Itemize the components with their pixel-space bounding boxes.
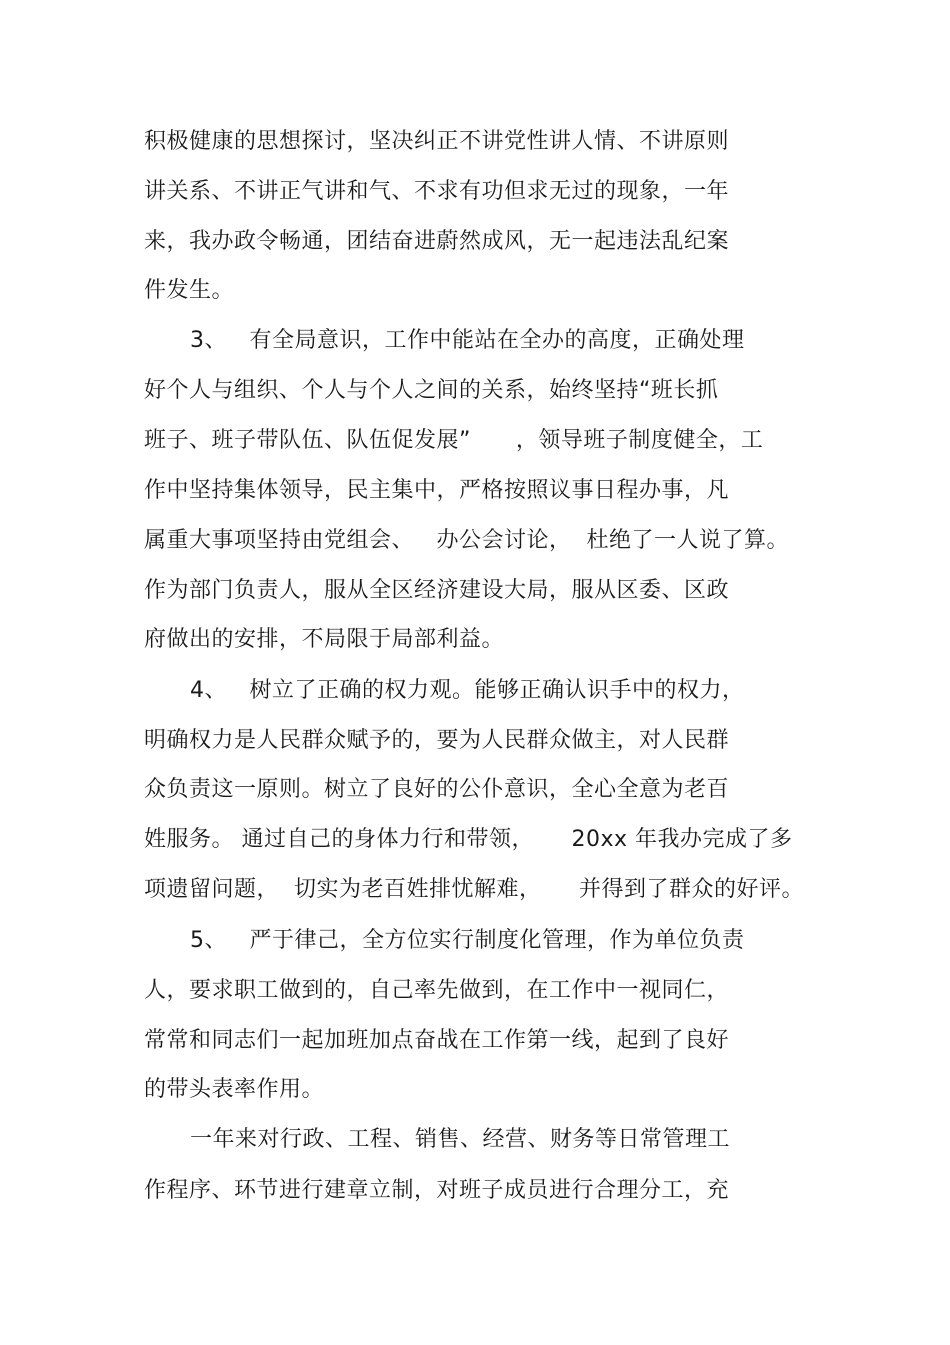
text-line: 积极健康的思想探讨，坚决纠正不讲党性讲人情、不讲原则 — [144, 129, 730, 154]
text-line: 的带头表率作用。 — [144, 1077, 325, 1102]
paragraph-item-4: 4、 树立了正确的权力观。能够正确认识手中的权力， — [190, 678, 745, 703]
text-line: 讲关系、不讲正气讲和气、不求有功但求无过的现象，一年 — [144, 179, 730, 204]
text-line: 属重大事项坚持由党组会、 办公会讨论， 杜绝了一人说了算。 — [144, 528, 789, 553]
text-line: 项遗留问题， 切实为老百姓排忧解难， 并得到了群众的好评。 — [144, 877, 804, 902]
text-line: 作中坚持集体领导，民主集中，严格按照议事日程办事，凡 — [144, 478, 730, 503]
text-line: 姓服务。 通过自己的身体力行和带领， 20xx 年我办完成了多 — [144, 827, 793, 852]
text-line: 人，要求职工做到的，自己率先做到，在工作中一视同仁， — [144, 978, 730, 1003]
paragraph-item-5: 5、 严于律己，全方位实行制度化管理，作为单位负责 — [190, 928, 745, 953]
text-line: 班子、班子带队伍、队伍促发展” ，领导班子制度健全，工 — [144, 428, 764, 453]
paragraph-start: 一年来对行政、工程、销售、经营、财务等日常管理工 — [190, 1127, 731, 1152]
text-line: 众负责这一原则。树立了良好的公仆意识，全心全意为老百 — [144, 777, 730, 802]
text-line: 明确权力是人民群众赋予的，要为人民群众做主，对人民群 — [144, 728, 730, 753]
text-line: 来，我办政令畅通，团结奋进蔚然成风，无一起违法乱纪案 — [144, 229, 730, 254]
text-line: 作程序、环节进行建章立制，对班子成员进行合理分工，充 — [144, 1178, 730, 1203]
text-line: 件发生。 — [144, 278, 235, 303]
paragraph-item-3: 3、 有全局意识，工作中能站在全办的高度，正确处理 — [190, 328, 745, 353]
text-line: 府做出的安排，不局限于局部利益。 — [144, 627, 505, 652]
text-line: 常常和同志们一起加班加点奋战在工作第一线，起到了良好 — [144, 1028, 730, 1053]
text-line: 作为部门负责人，服从全区经济建设大局，服从区委、区政 — [144, 578, 730, 603]
text-line: 好个人与组织、个人与个人之间的关系，始终坚持“班长抓 — [144, 378, 719, 403]
